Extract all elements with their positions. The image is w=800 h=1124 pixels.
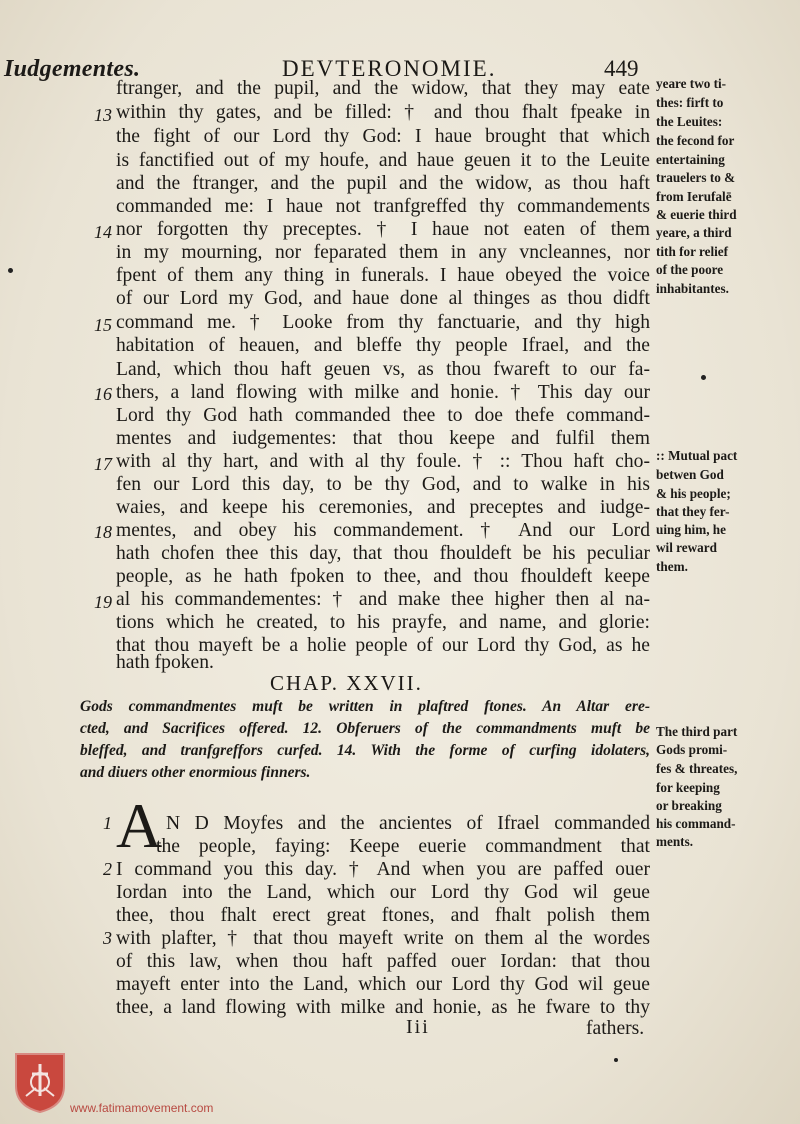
marginal-note-line: trauelers to &: [656, 170, 736, 185]
text-line: fen our Lord this day, to be thy God, and to walke in his: [116, 474, 650, 495]
marginal-note-line: & his people;: [656, 486, 731, 501]
text-line: with plafter, † that thou mayeft write on them al the wordes: [116, 928, 650, 949]
running-title-center: DEVTERONOMIE.: [282, 56, 497, 81]
text-line: N D Moyfes and the ancientes of Ifrael commanded: [166, 813, 650, 834]
text-line: tions which he created, to his prayfe, and name, and glorie:: [116, 612, 650, 633]
marginal-note-line: uing him, he: [656, 522, 726, 537]
text-line: Iordan into the Land, which our Lord thy God wil geue: [116, 882, 650, 903]
text-line: of this law, when thou haft paffed ouer Iordan: that thou: [116, 951, 650, 972]
marginal-note-line: inhabitantes.: [656, 281, 729, 296]
marginal-note-line: The third part: [656, 724, 738, 739]
text-line: thers, a land flowing with milke and honie. † This day our: [116, 382, 650, 403]
page-number: 449: [604, 56, 639, 81]
marginal-note-line: for keeping: [656, 780, 720, 795]
verse-number: 14: [94, 222, 112, 242]
running-title-left: Iudgementes.: [4, 56, 141, 82]
text-line: ftranger, and the pupil, and the widow, that they may eate: [116, 78, 650, 99]
marginal-note-line: wil reward: [656, 540, 717, 555]
text-line: hath chofen thee this day, that thou fhouldeft be his peculiar: [116, 543, 650, 564]
marginal-note-line: from Ierufalē: [656, 189, 732, 204]
text-line: mayeft enter into the Land, which our Lord thy God wil geue: [116, 974, 650, 995]
marginal-note-line: yeare two ti-: [656, 76, 727, 91]
verse-number: 2: [103, 859, 112, 879]
marginal-note-line: his command-: [656, 816, 736, 831]
fatima-crest-logo: [14, 1052, 66, 1114]
verse-number: 13: [94, 105, 112, 125]
text-line: fpent of them any thing in funerals. I haue obeyed the voice: [116, 265, 650, 286]
marginal-note-line: them.: [656, 559, 688, 574]
catchword: fathers.: [586, 1018, 645, 1039]
ink-speck: [614, 1058, 618, 1062]
marginal-note-line: yeare, a third: [656, 225, 732, 240]
text-line: Land, which thou haft geuen vs, as thou fwareft to our fa-: [116, 359, 650, 380]
text-line: and the ftranger, and the pupil and the widow, as thou haft: [116, 173, 650, 194]
marginal-note-line: tith for relief: [656, 244, 729, 259]
chapter-argument-line: bleffed, and tranfgreffors curfed. 14. With the forme of curfing idolaters,: [80, 742, 650, 759]
marginal-note-line: the fecond for: [656, 133, 735, 148]
ink-speck: [8, 268, 13, 273]
text-line: people, as he hath fpoken to thee, and thou fhouldeft keepe: [116, 566, 650, 587]
verse-number: 17: [94, 454, 112, 474]
chapter-argument-line: Gods commandmentes muft be written in plaftred ftones. An Altar ere-: [80, 698, 650, 715]
text-line: that thou mayeft be a holie people of our Lord thy God, as he: [116, 635, 650, 656]
text-line: in my mourning, nor feparated them in any vncleannes, nor: [116, 242, 650, 263]
text-line: hath fpoken.: [116, 652, 214, 673]
text-line: I command you this day. † And when you are paffed ouer: [116, 859, 650, 880]
text-line: mentes, and obey his commandement. † And our Lord: [116, 520, 650, 541]
chapter-argument-line: and diuers other enormious finners.: [80, 764, 311, 781]
marginal-note-line: ments.: [656, 834, 693, 849]
verse-number: 18: [94, 522, 112, 542]
text-line: al his commandementes: † and make thee higher then al na-: [116, 589, 650, 610]
verse-number: 1: [103, 813, 112, 833]
verse-number: 15: [94, 315, 112, 335]
text-line: within thy gates, and be filled: † and thou fhalt fpeake in: [116, 102, 650, 123]
marginal-note-line: thes: firft to: [656, 95, 724, 110]
chapter-argument-line: cted, and Sacrifices offered. 12. Obferuers of the commandments muft be: [80, 720, 650, 737]
text-line: Lord thy God hath commanded thee to doe thefe command-: [116, 405, 650, 426]
drop-cap: A: [116, 790, 163, 861]
verse-number: 19: [94, 592, 112, 612]
text-line: nor forgotten thy preceptes. † I haue not eaten of them: [116, 219, 650, 240]
text-line: command me. † Looke from thy fanctuarie, and thy high: [116, 312, 650, 333]
marginal-note-line: or breaking: [656, 798, 722, 813]
marginal-note-line: the Leuites:: [656, 114, 723, 129]
signature-mark: Iii: [406, 1016, 430, 1038]
verse-number: 3: [103, 928, 112, 948]
text-line: of our Lord my God, and haue done al thinges as thou didft: [116, 288, 650, 309]
marginal-note-line: :: Mutual pact: [656, 448, 738, 463]
marginal-note-line: fes & threates,: [656, 761, 738, 776]
text-line: with al thy hart, and with al thy foule. † :: Thou haft cho-: [116, 451, 650, 472]
text-line: waies, and keepe his ceremonies, and preceptes and iudge-: [116, 497, 650, 518]
text-line: is fanctified out of my houfe, and haue geuen it to the Leuite: [116, 150, 650, 171]
text-line: thee, a land flowing with milke and honie, as he fware to thy: [116, 997, 650, 1018]
marginal-note-line: that they fer-: [656, 504, 730, 519]
marginal-note-line: of the poore: [656, 262, 724, 277]
text-line: the people, faying: Keepe euerie commandment that: [156, 836, 650, 857]
marginal-note-line: betwen God: [656, 467, 724, 482]
marginal-note-line: entertaining: [656, 152, 725, 167]
text-line: habitation of heauen, and bleffe thy people Ifrael, and the: [116, 335, 650, 356]
text-line: mentes and iudgementes: that thou keepe and fulfil them: [116, 428, 650, 449]
watermark-url[interactable]: www.fatimamovement.com: [70, 1101, 214, 1115]
marginal-note-line: & euerie third: [656, 207, 737, 222]
ink-speck: [701, 375, 706, 380]
text-line: commanded me: I haue not tranfgreffed thy commandements: [116, 196, 650, 217]
verse-number: 16: [94, 384, 112, 404]
text-line: thee, thou fhalt erect great ftones, and fhalt polish them: [116, 905, 650, 926]
chapter-heading: CHAP. XXVII.: [270, 671, 423, 695]
text-line: the fight of our Lord thy God: I haue brought that which: [116, 126, 650, 147]
marginal-note-line: Gods promi-: [656, 742, 728, 757]
